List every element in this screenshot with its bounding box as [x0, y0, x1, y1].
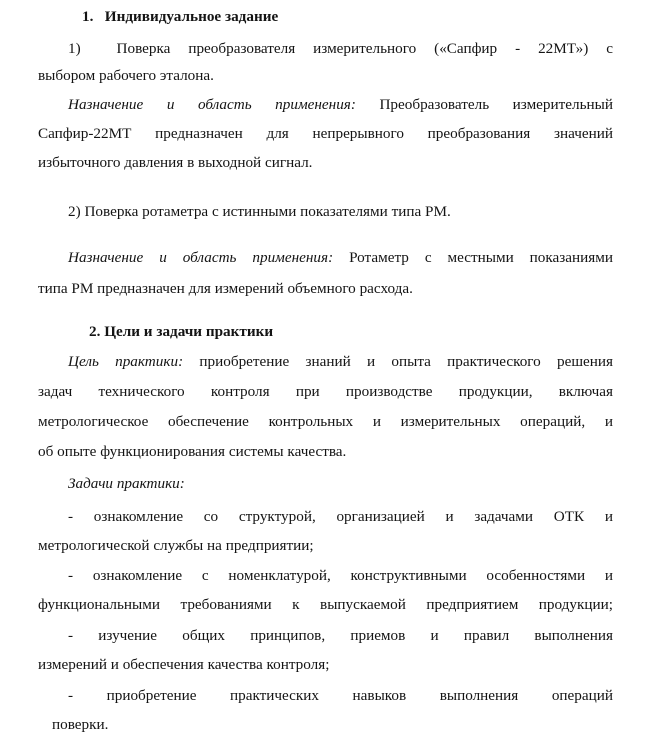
goal-label: Цель практики:: [68, 353, 184, 370]
section-heading-individual-task: 1. Индивидуальное задание: [82, 8, 279, 25]
section-heading-goals: 2. Цели и задачи практики: [89, 323, 274, 340]
task-1-line-2: метрологической службы на предприятии;: [38, 537, 314, 554]
task-3-line-1: - изучение общих принципов, приемов и правил выполнения: [68, 627, 613, 644]
task-2-line-2: функциональными требованиями к выпускаемой предприятием продукции;: [38, 596, 613, 613]
item-1-line-2: выбором рабочего эталона.: [38, 67, 214, 84]
task-3-line-2: измерений и обеспечения качества контроля;: [38, 656, 330, 673]
goal-line-4: об опыте функционирования системы качества.: [38, 443, 347, 460]
goal-line-1: [68, 352, 613, 372]
task-1-line-1: - ознакомление со структурой, организацией и задачами ОТК и: [68, 508, 613, 525]
item-1-line-1: 1) Поверка преобразователя измерительного («Сапфир - 22МТ») с: [68, 40, 613, 57]
task-4-line-2: поверки.: [52, 716, 109, 733]
purpose-2-text: Ротаметр с местными показаниями: [333, 249, 613, 266]
purpose-1-text: Преобразователь измерительный: [355, 96, 613, 113]
goal-line-3: метрологическое обеспечение контрольных и измерительных операций, и: [38, 413, 613, 430]
goal-line-2: задач технического контроля при производстве продукции, включая: [38, 383, 613, 400]
task-4-line-1: - приобретение практических навыков выполнения операций: [68, 687, 613, 704]
purpose-1-line-2: Сапфир-22МТ предназначен для непрерывного преобразования значений: [38, 125, 613, 142]
purpose-1-label: Назначение и область применения:: [68, 96, 356, 113]
goal-text: приобретение знаний и опыта практического решения: [183, 353, 614, 370]
purpose-2-label: Назначение и область применения:: [68, 249, 334, 266]
tasks-label: Задачи практики:: [68, 475, 185, 492]
task-2-line-1: - ознакомление с номенклатурой, конструктивными особенностями и: [68, 567, 613, 584]
purpose-2-line-1: [68, 248, 613, 268]
purpose-1-line-1: [68, 95, 613, 115]
item-2-line-1: 2) Поверка ротаметра с истинными показателями типа РМ.: [68, 203, 451, 220]
purpose-1-line-3: избыточного давления в выходной сигнал.: [38, 154, 313, 171]
purpose-2-line-2: типа РМ предназначен для измерений объемного расхода.: [38, 280, 413, 297]
